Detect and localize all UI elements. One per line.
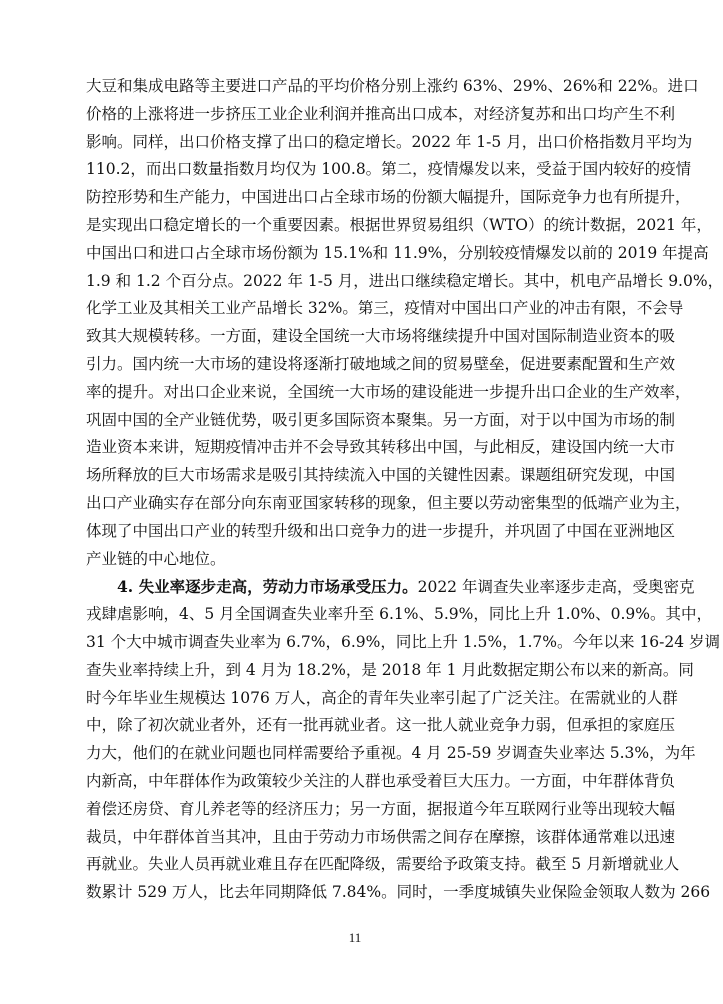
heading-line — [86, 573, 695, 601]
text-line: 31 个大中城市调查失业率为 6.7%，6.9%，同比上升 1.5%，1.7%。今年以来 16-24 岁调 — [86, 632, 721, 651]
paragraph-2 — [86, 573, 721, 907]
paragraph-1 — [86, 73, 723, 573]
text-line: 巩固中国的全产业链优势，吸引更多国际资本聚集。另一方面，对于以中国为市场的制 — [86, 410, 676, 429]
text-line: 化学工业及其相关工业产品增长 32%。第三，疫情对中国出口产业的冲击有限，不会导 — [86, 299, 684, 318]
text-line: 引力。国内统一大市场的建设将逐渐打破地域之间的贸易壁垒，促进要素配置和生产效 — [86, 354, 676, 373]
text-line: 着偿还房贷、育儿养老等的经济压力；另一方面，据报道今年互联网行业等出现较大幅 — [86, 799, 676, 818]
page-number: 11 — [348, 930, 362, 945]
heading-line-text: 2022 年调查失业率逐步走高，受奥密克 — [417, 578, 695, 597]
text-line: 力大，他们的在就业问题也同样需要给予重视。4 月 25-59 岁调查失业率达 5.3%，为年 — [86, 744, 696, 763]
text-line: 1.9 和 1.2 个百分点。2022 年 1-5 月，进出口继续稳定增长。其中，机电产品增长 9.0%， — [86, 271, 723, 290]
text-line: 产业链的中心地位。 — [86, 549, 226, 568]
text-line: 率的提升。对出口企业来说，全国统一大市场的建设能进一步提升出口企业的生产效率， — [86, 382, 691, 401]
text-line: 出口产业确实存在部分向东南亚国家转移的现象，但主要以劳动密集型的低端产业为主， — [86, 493, 691, 512]
text-line: 大豆和集成电路等主要进口产品的平均价格分别上涨约 63%、29%、26%和 22%。进口 — [86, 77, 699, 95]
text-line: 影响。同样，出口价格支撑了出口的稳定增长。2022 年 1-5 月，出口价格指数月平均为 — [86, 132, 693, 151]
text-line: 是实现出口稳定增长的一个重要因素。根据世界贸易组织（WTO）的统计数据，2021 年， — [86, 215, 712, 234]
text-line: 裁员，中年群体首当其冲，且由于劳动力市场供需之间存在摩擦，该群体通常难以迅速 — [86, 827, 676, 846]
text-line: 戎肆虐影响，4、5 月全国调查失业率升至 6.1%、5.9%，同比上升 1.0%、0.9%。其中， — [86, 605, 713, 624]
text-line: 中，除了初次就业者外，还有一批再就业者。这一批人就业竞争力弱，但承担的家庭压 — [86, 716, 676, 735]
text-line: 场所释放的巨大市场需求是吸引其持续流入中国的关键性因素。课题组研究发现，中国 — [86, 466, 676, 485]
document-body — [86, 73, 723, 907]
text-line: 体现了中国出口产业的转型升级和出口竞争力的进一步提升，并巩固了中国在亚洲地区 — [86, 521, 676, 540]
text-line: 再就业。失业人员再就业难且存在匹配降级，需要给予政策支持。截至 5 月新增就业人 — [86, 855, 680, 874]
text-line: 中国出口和进口占全球市场份额为 15.1%和 11.9%，分别较疫情爆发以前的 2019 年提高 — [86, 243, 709, 262]
text-line: 查失业率持续上升，到 4 月为 18.2%，是 2018 年 1 月此数据定期公布以来的新高。同 — [86, 660, 694, 679]
text-line: 数累计 529 万人，比去年同期降低 7.84%。同时，一季度城镇失业保险金领取人数为 266 — [86, 883, 711, 902]
text-line: 造业资本来讲，短期疫情冲击并不会导致其转移出中国，与此相反，建设国内统一大市 — [86, 438, 676, 457]
text-line: 内新高，中年群体作为政策较少关注的人群也承受着巨大压力。一方面，中年群体背负 — [86, 771, 676, 790]
text-line: 防控形势和生产能力，中国进出口占全球市场的份额大幅提升，国际竞争力也有所提升， — [86, 188, 691, 207]
text-line: 110.2，而出口数量指数月均仅为 100.8。第二，疫情爆发以来，受益于国内较好的疫情 — [86, 160, 692, 179]
text-line: 时今年毕业生规模达 1076 万人，高企的青年失业率引起了广泛关注。在需就业的人群 — [86, 688, 678, 707]
text-line: 致其大规模转移。一方面，建设全国统一大市场将继续提升中国对国际制造业资本的吸 — [86, 327, 676, 346]
section-heading: 4. 失业率逐步走高，劳动力市场承受压力。 — [117, 577, 418, 597]
text-line: 价格的上涨将进一步挤压工业企业利润并推高出口成本，对经济复苏和出口均产生不利 — [86, 104, 676, 123]
